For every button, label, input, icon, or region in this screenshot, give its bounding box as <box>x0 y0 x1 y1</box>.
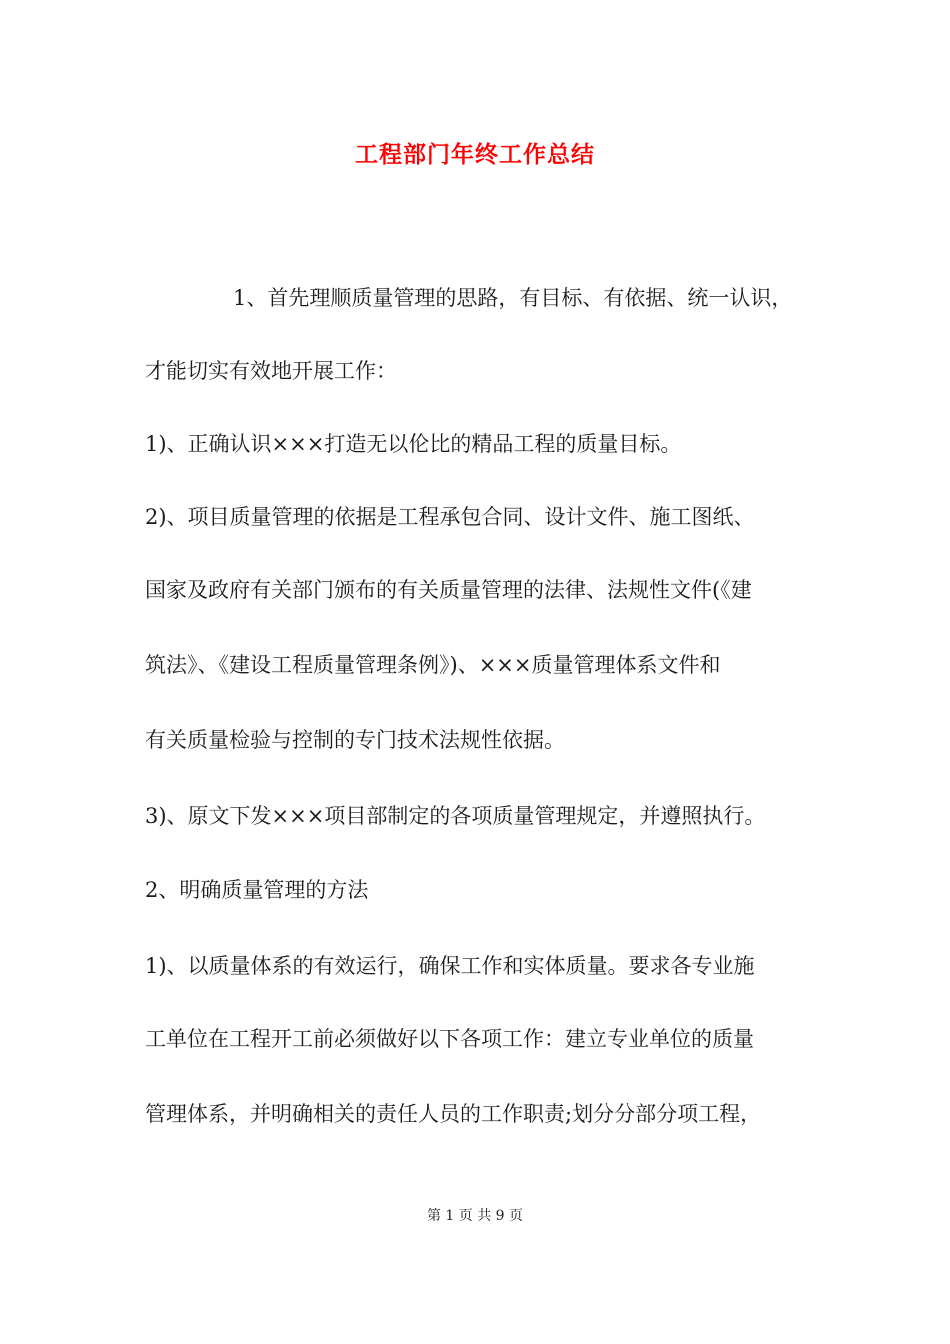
paragraph-line: 1)、以质量体系的有效运行，确保工作和实体质量。要求各专业施 <box>145 954 755 978</box>
section-heading: 2、明确质量管理的方法 <box>145 878 369 902</box>
page-number: 第 1 页 共 9 页 <box>426 1208 524 1224</box>
document-title: 工程部门年终工作总结 <box>355 141 595 168</box>
paragraph-line: 才能切实有效地开展工作： <box>145 359 397 383</box>
paragraph-line: 筑法》、《建设工程质量管理条例》)、×××质量管理体系文件和 <box>145 653 721 677</box>
paragraph-line: 1)、正确认识×××打造无以伦比的精品工程的质量目标。 <box>145 432 682 456</box>
paragraph-line: 国家及政府有关部门颁布的有关质量管理的法律、法规性文件(《建 <box>145 578 752 602</box>
paragraph-line: 1、首先理顺质量管理的思路，有目标、有依据、统一认识， <box>233 286 793 310</box>
paragraph-line: 工单位在工程开工前必须做好以下各项工作：建立专业单位的质量 <box>145 1027 754 1051</box>
paragraph-line: 管理体系，并明确相关的责任人员的工作职责;划分分部分项工程， <box>145 1102 762 1126</box>
paragraph-line: 有关质量检验与控制的专门技术法规性依据。 <box>145 728 565 752</box>
paragraph-line: 2)、项目质量管理的依据是工程承包合同、设计文件、施工图纸、 <box>145 505 755 529</box>
paragraph-line: 3)、原文下发×××项目部制定的各项质量管理规定，并遵照执行。 <box>145 804 766 828</box>
